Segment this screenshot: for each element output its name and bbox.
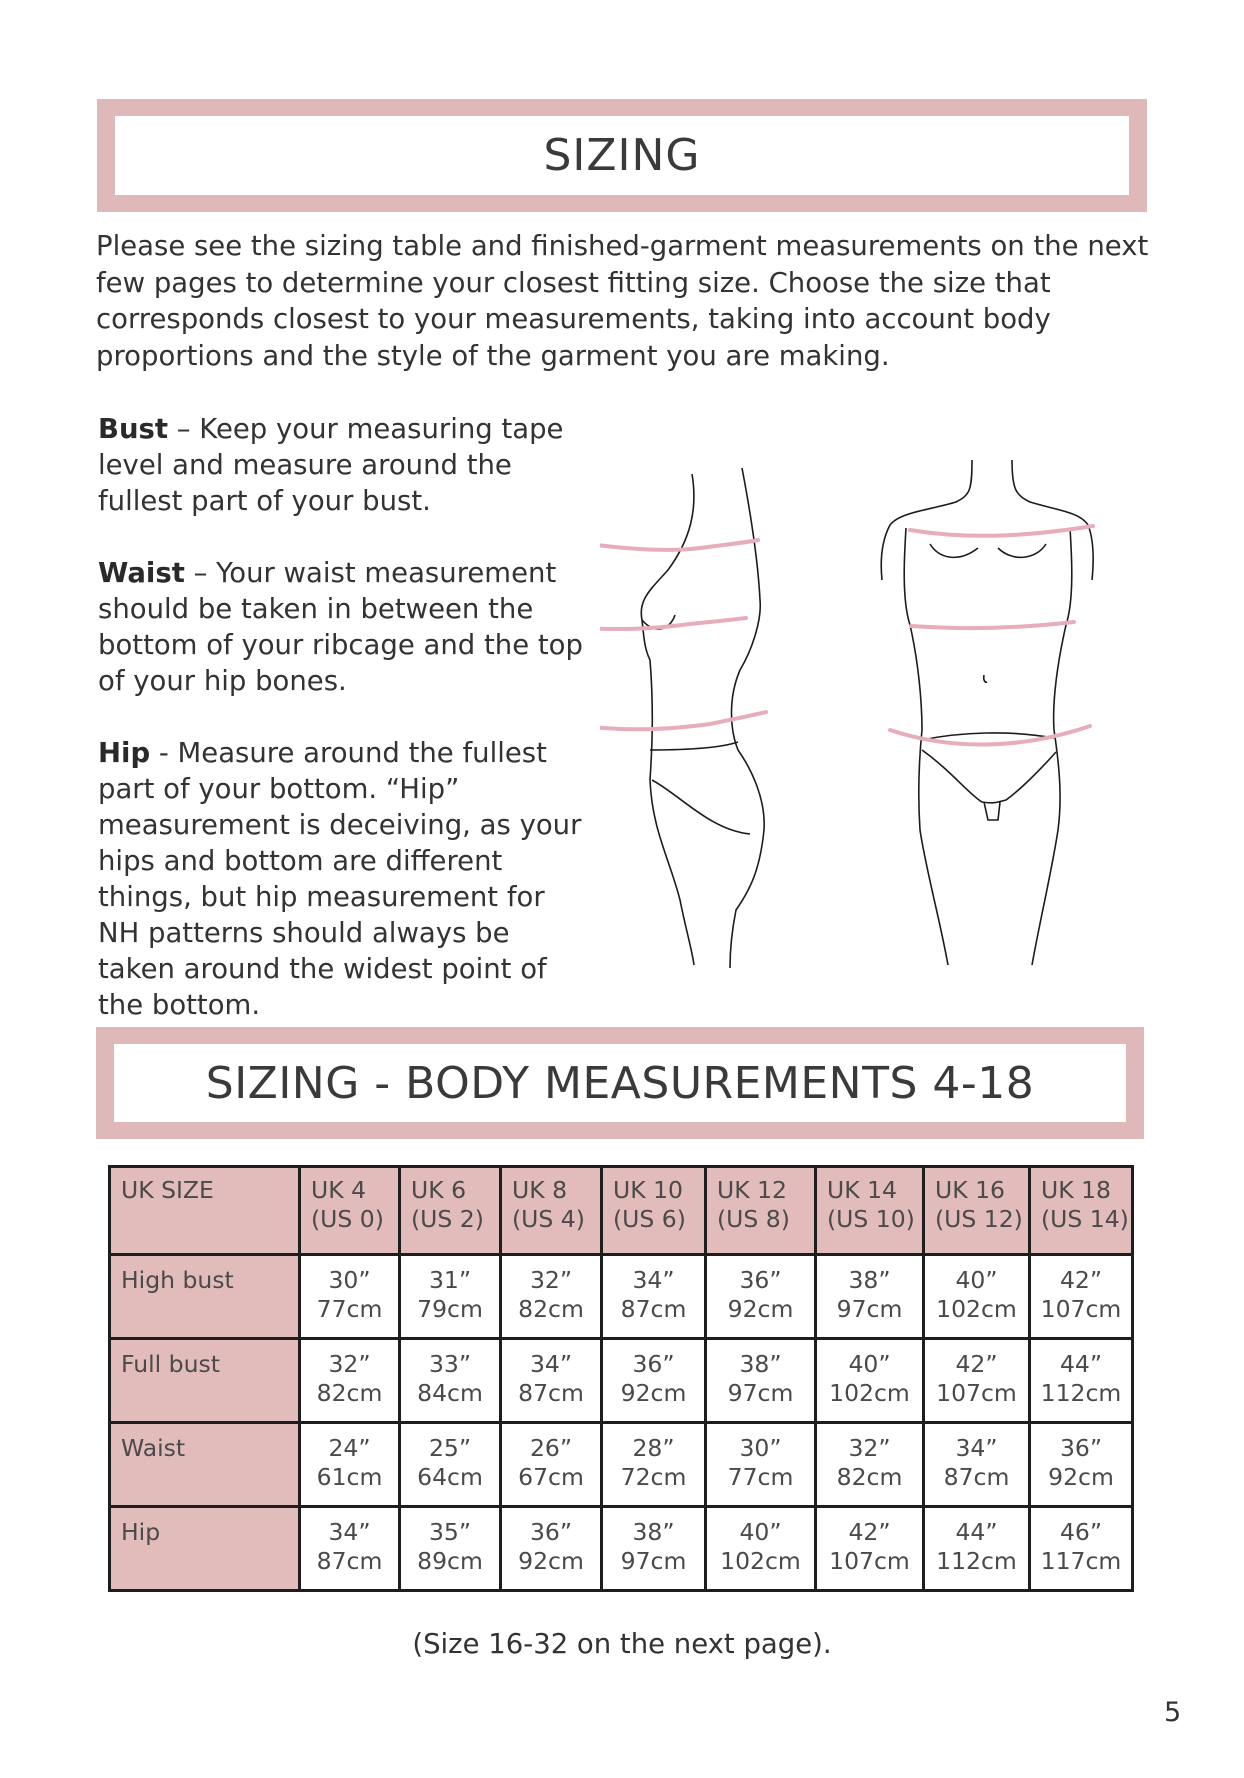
header-cell: [706, 1167, 816, 1255]
measurement-cell: [300, 1423, 400, 1507]
inches-value: 34”: [632, 1266, 675, 1294]
measurement-cell: [816, 1339, 924, 1423]
cm-value: 97cm: [727, 1379, 794, 1407]
table-row: [110, 1507, 1133, 1591]
cm-value: 87cm: [518, 1379, 584, 1407]
cm-value: 87cm: [316, 1547, 383, 1575]
inches-value: 32”: [848, 1434, 891, 1462]
measurement-cell: [706, 1423, 816, 1507]
inches-value: 40”: [955, 1266, 998, 1294]
uk-size-label: UK 6: [411, 1176, 467, 1204]
inches-value: 44”: [1059, 1350, 1103, 1378]
cm-value: 77cm: [727, 1463, 794, 1491]
inches-value: 28”: [632, 1434, 675, 1462]
cm-value: 92cm: [518, 1547, 584, 1575]
header-cell: [816, 1167, 924, 1255]
hip-text: - Measure around the fullest part of your bottom. “Hip” measurement is deceiving, as your hips and bottom are different things, but hip measurement for NH patterns should always be taken around the widest point of the bottom.: [98, 737, 582, 1021]
measurement-cell: [706, 1339, 816, 1423]
inches-value: 44”: [955, 1518, 998, 1546]
uk-size-label: UK 16: [935, 1176, 1005, 1204]
hip-term: Hip: [98, 737, 151, 769]
uk-size-label: UK 8: [512, 1176, 568, 1204]
inches-value: 32”: [529, 1266, 573, 1294]
inches-value: 42”: [1059, 1266, 1103, 1294]
uk-size-label: UK 10: [613, 1176, 683, 1204]
measurement-cell: [501, 1255, 602, 1339]
measurement-cell: [1030, 1423, 1133, 1507]
hip-guide: [98, 735, 588, 1023]
inches-value: 42”: [848, 1518, 891, 1546]
measurement-cell: [300, 1255, 400, 1339]
cm-value: 82cm: [518, 1295, 584, 1323]
cm-value: 107cm: [829, 1547, 910, 1575]
size-table: [108, 1165, 1134, 1592]
measurement-cell: [400, 1423, 501, 1507]
measurement-cell: [300, 1507, 400, 1591]
inches-value: 35”: [428, 1518, 472, 1546]
table-header-row: [110, 1167, 1133, 1255]
inches-value: 38”: [739, 1350, 782, 1378]
inches-value: 36”: [739, 1266, 782, 1294]
inches-value: 26”: [529, 1434, 573, 1462]
row-label: High bust: [110, 1255, 300, 1339]
measurement-cell: [400, 1507, 501, 1591]
inches-value: 34”: [328, 1518, 371, 1546]
header-cell: [501, 1167, 602, 1255]
inches-value: 31”: [428, 1266, 472, 1294]
measurement-cell: [1030, 1507, 1133, 1591]
header-cell: [300, 1167, 400, 1255]
uk-size-label: UK 4: [311, 1176, 367, 1204]
measurement-cell: [1030, 1255, 1133, 1339]
cm-value: 82cm: [316, 1379, 383, 1407]
measurement-cell: [924, 1255, 1030, 1339]
row-label: Hip: [110, 1507, 300, 1591]
measurement-cell: [501, 1507, 602, 1591]
body-measurement-illustration: [600, 450, 1140, 970]
us-size-label: (US 8): [717, 1205, 790, 1233]
cm-value: 92cm: [727, 1295, 794, 1323]
measurement-cell: [400, 1255, 501, 1339]
cm-value: 77cm: [316, 1295, 383, 1323]
page-number: 5: [1164, 1697, 1182, 1728]
intro-paragraph: Please see the sizing table and finished-garment measurements on the next few pages to determine your closest fitting size. Choose the size that corresponds closest to your measurements, taking into account body proportions and the style of the garment you are making.: [96, 230, 1149, 372]
us-size-label: (US 6): [613, 1205, 686, 1233]
inches-value: 24”: [328, 1434, 371, 1462]
row-label: Full bust: [110, 1339, 300, 1423]
table-row: [110, 1255, 1133, 1339]
measurement-cell: [924, 1507, 1030, 1591]
measure-lines: [600, 526, 1093, 745]
inches-value: 40”: [848, 1350, 891, 1378]
us-size-label: (US 2): [411, 1205, 484, 1233]
sizing-banner: [97, 99, 1147, 212]
bust-term: Bust: [98, 413, 169, 445]
sizing-banner-inner: [115, 116, 1129, 195]
header-cell: [1030, 1167, 1133, 1255]
header-cell: [110, 1167, 300, 1255]
us-size-label: (US 10): [827, 1205, 915, 1233]
bust-text: – Keep your measuring tape level and measure around the fullest part of your bust.: [98, 413, 564, 517]
uk-size-label: UK 12: [717, 1176, 787, 1204]
cm-value: 82cm: [836, 1463, 903, 1491]
waist-term: Waist: [98, 557, 185, 589]
cm-value: 87cm: [620, 1295, 687, 1323]
waist-text: – Your waist measurement should be taken in between the bottom of your ribcage and the top of your hip bones.: [98, 557, 583, 697]
inches-value: 33”: [428, 1350, 472, 1378]
row-label: Waist: [110, 1423, 300, 1507]
table-title: SIZING - BODY MEASUREMENTS 4-18: [205, 1057, 1035, 1109]
inches-value: 34”: [529, 1350, 573, 1378]
inches-value: 42”: [955, 1350, 998, 1378]
inches-value: 32”: [328, 1350, 371, 1378]
inches-value: 36”: [632, 1350, 675, 1378]
measurement-cell: [602, 1423, 706, 1507]
measurement-cell: [501, 1423, 602, 1507]
table-row: [110, 1339, 1133, 1423]
waist-guide: [98, 555, 588, 699]
inches-value: 30”: [328, 1266, 371, 1294]
cm-value: 117cm: [1040, 1547, 1122, 1575]
cm-value: 67cm: [518, 1463, 584, 1491]
measurement-cell: [300, 1339, 400, 1423]
header-cell: [924, 1167, 1030, 1255]
uk-size-label: UK 18: [1041, 1176, 1111, 1204]
measurement-cell: [706, 1255, 816, 1339]
cm-value: 102cm: [829, 1379, 910, 1407]
header-cell: [602, 1167, 706, 1255]
measurement-cell: [602, 1339, 706, 1423]
measurement-cell: [400, 1339, 501, 1423]
body-measurements-banner: [96, 1027, 1144, 1139]
inches-value: 25”: [428, 1434, 472, 1462]
inches-value: 34”: [955, 1434, 998, 1462]
cm-value: 84cm: [417, 1379, 483, 1407]
cm-value: 97cm: [620, 1547, 687, 1575]
inches-value: 36”: [529, 1518, 573, 1546]
us-size-label: (US 0): [311, 1205, 384, 1233]
cm-value: 89cm: [417, 1547, 483, 1575]
measurement-cell: [816, 1255, 924, 1339]
inches-value: 38”: [632, 1518, 675, 1546]
measurement-cell: [924, 1339, 1030, 1423]
page-title: SIZING: [543, 130, 701, 181]
cm-value: 79cm: [417, 1295, 483, 1323]
footnote: (Size 16-32 on the next page).: [412, 1628, 832, 1660]
inches-value: 36”: [1059, 1434, 1103, 1462]
measurement-cell: [816, 1507, 924, 1591]
cm-value: 72cm: [620, 1463, 687, 1491]
measurement-cell: [602, 1255, 706, 1339]
us-size-label: (US 14): [1041, 1205, 1129, 1233]
uk-size-label: UK SIZE: [121, 1176, 214, 1204]
cm-value: 64cm: [417, 1463, 483, 1491]
body-measurements-banner-inner: [114, 1044, 1126, 1122]
header-cell: [400, 1167, 501, 1255]
inches-value: 38”: [848, 1266, 891, 1294]
measurement-cell: [501, 1339, 602, 1423]
cm-value: 107cm: [936, 1379, 1017, 1407]
us-size-label: (US 4): [512, 1205, 585, 1233]
cm-value: 112cm: [1040, 1379, 1122, 1407]
measurement-cell: [924, 1423, 1030, 1507]
inches-value: 40”: [739, 1518, 782, 1546]
us-size-label: (US 12): [935, 1205, 1023, 1233]
cm-value: 112cm: [936, 1547, 1017, 1575]
inches-value: 30”: [739, 1434, 782, 1462]
table-row: [110, 1423, 1133, 1507]
cm-value: 97cm: [836, 1295, 903, 1323]
cm-value: 102cm: [720, 1547, 801, 1575]
inches-value: 46”: [1059, 1518, 1103, 1546]
uk-size-label: UK 14: [827, 1176, 897, 1204]
measurement-cell: [1030, 1339, 1133, 1423]
cm-value: 102cm: [936, 1295, 1017, 1323]
cm-value: 107cm: [1040, 1295, 1122, 1323]
measurement-cell: [602, 1507, 706, 1591]
cm-value: 92cm: [1048, 1463, 1114, 1491]
bust-guide: [98, 411, 588, 519]
cm-value: 61cm: [316, 1463, 383, 1491]
measurement-cell: [706, 1507, 816, 1591]
cm-value: 92cm: [620, 1379, 687, 1407]
measurement-cell: [816, 1423, 924, 1507]
cm-value: 87cm: [943, 1463, 1010, 1491]
